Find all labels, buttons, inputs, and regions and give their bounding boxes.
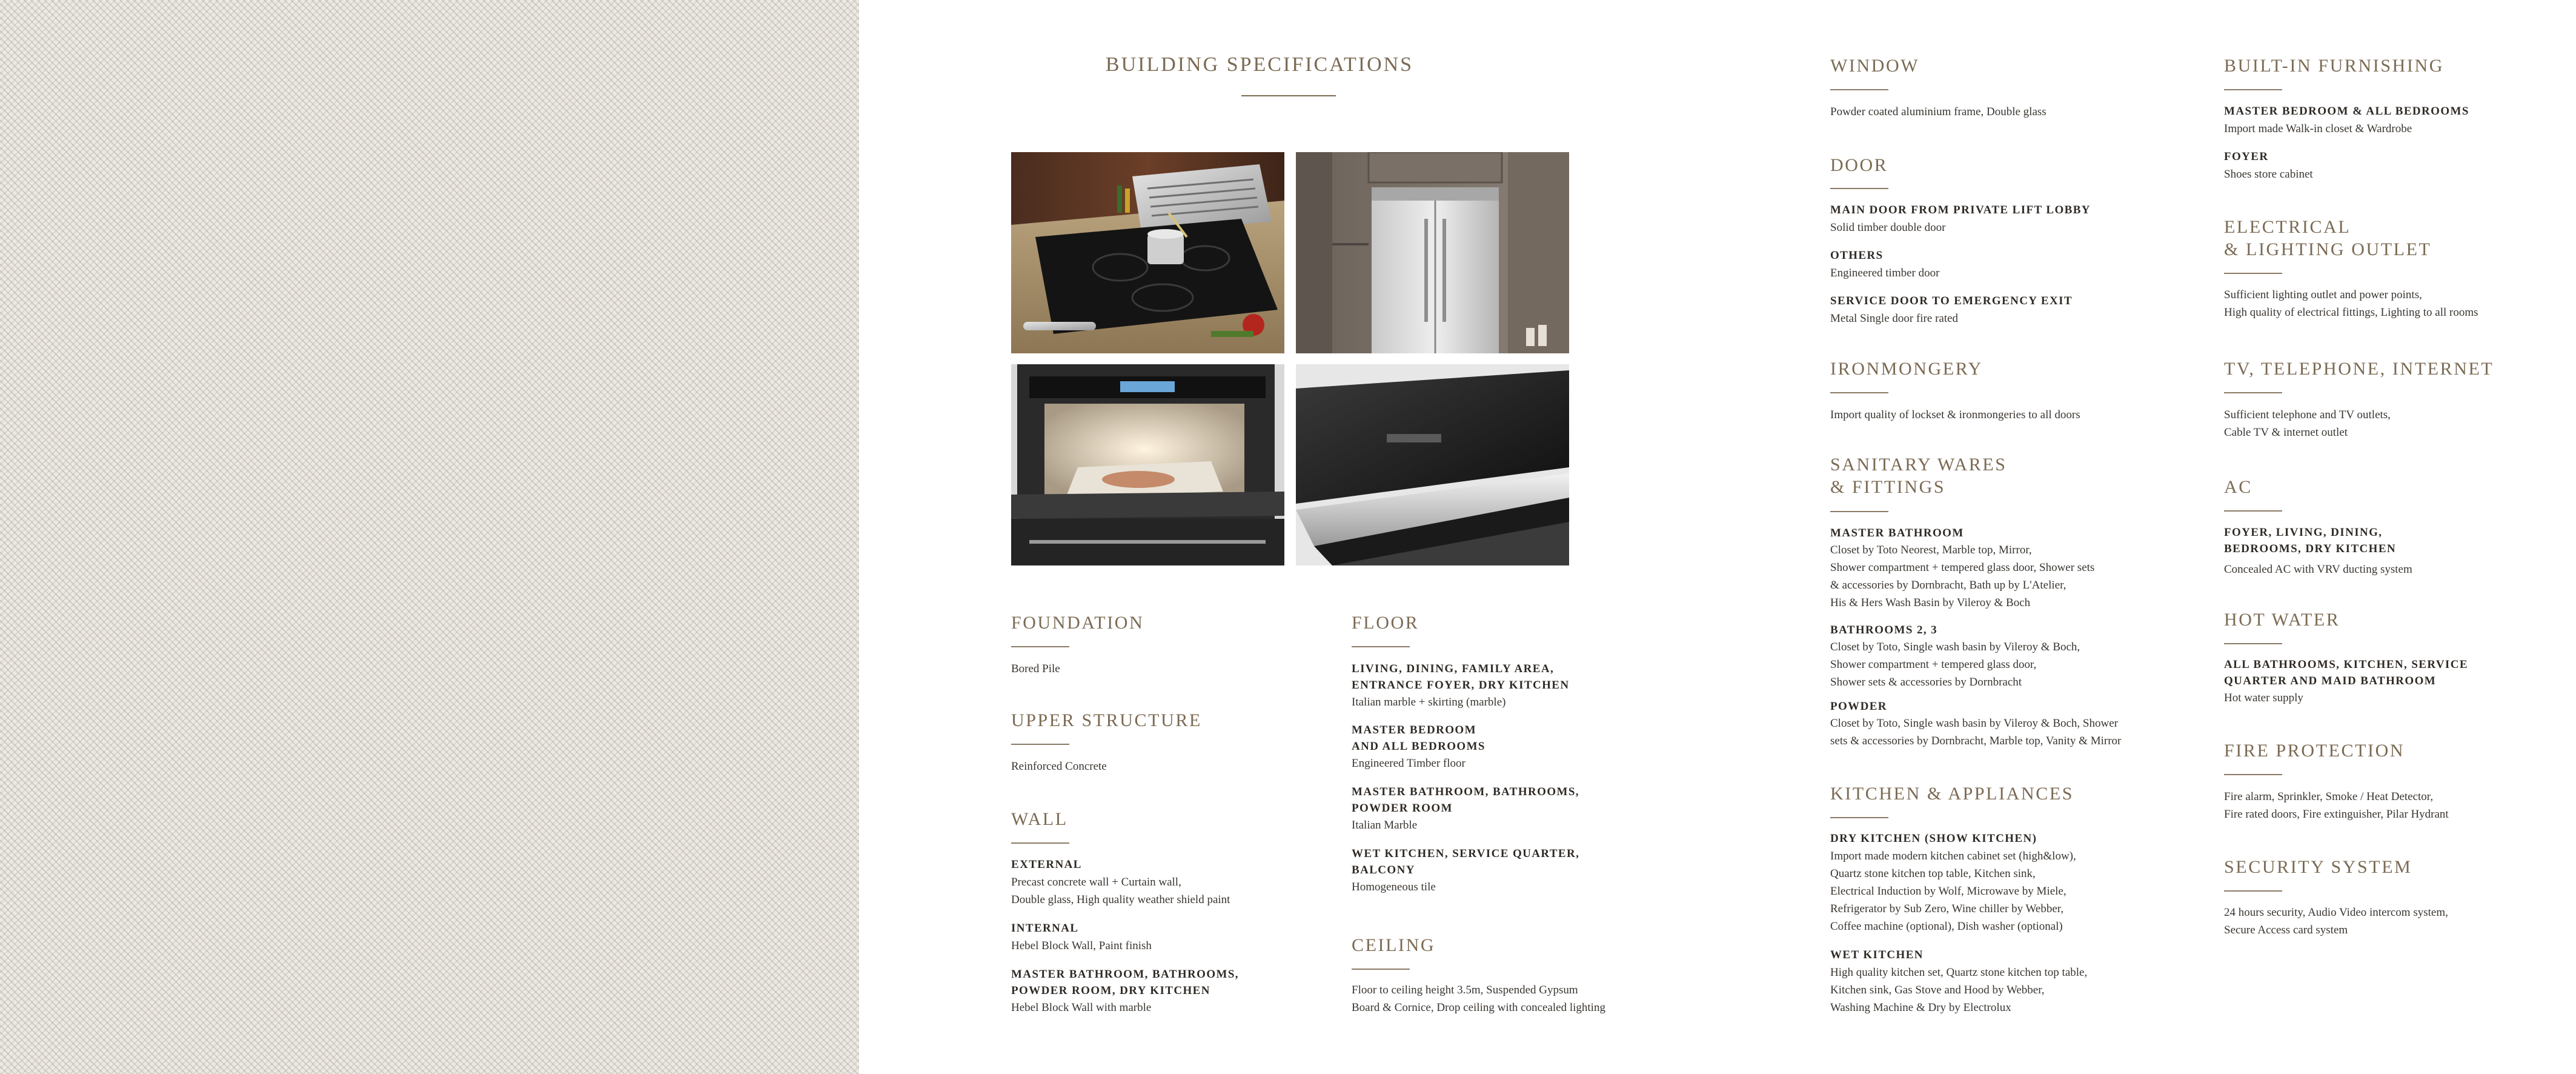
kitchen-wet-label: WET KITCHEN xyxy=(1830,949,1924,961)
foundation-heading: FOUNDATION xyxy=(1011,613,1144,633)
ac-label: BEDROOMS, DRY KITCHEN xyxy=(2224,542,2397,555)
ceiling-text: Board & Cornice, Drop ceiling with concealed lighting xyxy=(1352,1001,1605,1014)
kitchen-wet-text: High quality kitchen set, Quartz stone kitchen top table, xyxy=(1830,966,2088,979)
electrical-text: Sufficient lighting outlet and power points, xyxy=(2224,289,2422,301)
tv-divider xyxy=(2224,392,2282,393)
page-title: BUILDING SPECIFICATIONS xyxy=(1105,53,1414,76)
ac-label: FOYER, LIVING, DINING, xyxy=(2224,526,2383,539)
hot-water-heading: HOT WATER xyxy=(2224,610,2340,630)
door-divider xyxy=(1830,188,1888,189)
door-others-label: OTHERS xyxy=(1830,249,1884,262)
security-text: 24 hours security, Audio Video intercom system, xyxy=(2224,906,2448,919)
electrical-heading: ELECTRICAL xyxy=(2224,217,2351,237)
kitchen-dry-label: DRY KITCHEN (SHOW KITCHEN) xyxy=(1830,832,2037,845)
sanitary-master-text: & accessories by Dornbracht, Bath up by L'Atelier, xyxy=(1830,579,2066,592)
security-divider xyxy=(2224,890,2282,892)
door-service-label: SERVICE DOOR TO EMERGENCY EXIT xyxy=(1830,295,2073,307)
ceiling-divider xyxy=(1352,969,1410,970)
door-service-text: Metal Single door fire rated xyxy=(1830,312,1959,325)
wall-heading: WALL xyxy=(1011,809,1068,829)
kitchen-divider xyxy=(1830,817,1888,818)
kitchen-wet-text: Kitchen sink, Gas Stove and Hood by Webber, xyxy=(1830,984,2045,996)
ceiling-text: Floor to ceiling height 3.5m, Suspended Gypsum xyxy=(1352,984,1578,996)
built-in-foyer-text: Shoes store cabinet xyxy=(2224,168,2313,181)
door-main-text: Solid timber double door xyxy=(1830,221,1946,234)
kitchen-heading: KITCHEN & APPLIANCES xyxy=(1830,784,2074,804)
ironmongery-divider xyxy=(1830,392,1888,393)
sanitary-powder-label: POWDER xyxy=(1830,700,1887,713)
wall-external-label: EXTERNAL xyxy=(1011,858,1082,871)
wall-external-text: Double glass, High quality weather shield paint xyxy=(1011,893,1230,906)
ac-text: Concealed AC with VRV ducting system xyxy=(2224,563,2412,576)
ac-divider xyxy=(2224,510,2282,512)
oven-open-photo xyxy=(1011,364,1284,565)
wall-internal-text: Hebel Block Wall, Paint finish xyxy=(1011,939,1152,952)
sanitary-powder-text: sets & accessories by Dornbracht, Marble top, Vanity & Mirror xyxy=(1830,735,2122,747)
floor-living-label: ENTRANCE FOYER, DRY KITCHEN xyxy=(1352,679,1570,692)
wall-external-text: Precast concrete wall + Curtain wall, xyxy=(1011,876,1181,889)
built-in-bedroom-label: MASTER BEDROOM & ALL BEDROOMS xyxy=(2224,105,2469,118)
cooktop-photo xyxy=(1011,152,1284,353)
window-heading: WINDOW xyxy=(1830,56,1920,76)
upper-structure-heading: UPPER STRUCTURE xyxy=(1011,710,1202,730)
built-in-bedroom-text: Import made Walk-in closet & Wardrobe xyxy=(2224,122,2412,135)
sanitary-master-text: His & Hers Wash Basin by Vileroy & Boch xyxy=(1830,596,2031,609)
sanitary-bathrooms-text: Shower sets & accessories by Dornbracht xyxy=(1830,676,2022,689)
door-others-text: Engineered timber door xyxy=(1830,267,1940,279)
door-heading: DOOR xyxy=(1830,155,1888,175)
foundation-divider xyxy=(1011,646,1069,647)
floor-divider xyxy=(1352,646,1410,647)
tv-text: Cable TV & internet outlet xyxy=(2224,426,2348,439)
sanitary-powder-text: Closet by Toto, Single wash basin by Vileroy & Boch, Shower xyxy=(1830,717,2118,730)
ac-heading: AC xyxy=(2224,477,2252,497)
fire-text: Fire rated doors, Fire extinguisher, Pilar Hydrant xyxy=(2224,808,2449,821)
kitchen-dry-text: Refrigerator by Sub Zero, Wine chiller by Webber, xyxy=(1830,902,2064,915)
foundation-text: Bored Pile xyxy=(1011,662,1060,675)
kitchen-wet-text: Washing Machine & Dry by Electrolux xyxy=(1830,1001,2011,1014)
sanitary-divider xyxy=(1830,511,1888,512)
fire-divider xyxy=(2224,774,2282,775)
floor-living-label: LIVING, DINING, FAMILY AREA, xyxy=(1352,662,1555,675)
ceiling-heading: CEILING xyxy=(1352,935,1436,955)
refrigerator-photo xyxy=(1296,152,1569,353)
fire-text: Fire alarm, Sprinkler, Smoke / Heat Detector, xyxy=(2224,790,2434,803)
electrical-heading: & LIGHTING OUTLET xyxy=(2224,239,2432,259)
floor-living-text: Italian marble + skirting (marble) xyxy=(1352,696,1506,709)
sanitary-master-label: MASTER BATHROOM xyxy=(1830,527,1964,539)
upper-structure-divider xyxy=(1011,744,1069,745)
floor-bathroom-label: POWDER ROOM xyxy=(1352,802,1453,815)
floor-bedroom-label: MASTER BEDROOM xyxy=(1352,724,1476,736)
floor-wet-kitchen-label: WET KITCHEN, SERVICE QUARTER, xyxy=(1352,847,1580,860)
floor-bathroom-text: Italian Marble xyxy=(1352,819,1418,832)
upper-structure-text: Reinforced Concrete xyxy=(1011,760,1107,773)
built-in-divider xyxy=(2224,89,2282,90)
sanitary-bathrooms-label: BATHROOMS 2, 3 xyxy=(1830,624,1938,636)
tv-text: Sufficient telephone and TV outlets, xyxy=(2224,409,2391,421)
floor-heading: FLOOR xyxy=(1352,613,1419,633)
kitchen-dry-text: Electrical Induction by Wolf, Microwave by Miele, xyxy=(1830,885,2066,898)
hot-water-label: ALL BATHROOMS, KITCHEN, SERVICE xyxy=(2224,658,2468,671)
wall-internal-label: INTERNAL xyxy=(1011,922,1079,935)
wall-wet-areas-label: POWDER ROOM, DRY KITCHEN xyxy=(1011,984,1210,997)
kitchen-dry-text: Quartz stone kitchen top table, Kitchen sink, xyxy=(1830,867,2036,880)
sanitary-bathrooms-text: Shower compartment + tempered glass door, xyxy=(1830,658,2037,671)
door-main-label: MAIN DOOR FROM PRIVATE LIFT LOBBY xyxy=(1830,204,2091,216)
floor-wet-kitchen-label: BALCONY xyxy=(1352,864,1415,876)
ironmongery-heading: IRONMONGERY xyxy=(1830,359,1983,379)
built-in-heading: BUILT-IN FURNISHING xyxy=(2224,56,2445,76)
sanitary-master-text: Shower compartment + tempered glass door, Shower sets xyxy=(1830,561,2095,574)
security-heading: SECURITY SYSTEM xyxy=(2224,857,2412,877)
tv-heading: TV, TELEPHONE, INTERNET xyxy=(2224,359,2494,379)
sanitary-heading: & FITTINGS xyxy=(1830,477,1946,497)
ironmongery-text: Import quality of lockset & ironmongeries to all doors xyxy=(1830,409,2080,421)
floor-bedroom-text: Engineered Timber floor xyxy=(1352,757,1466,770)
electrical-divider xyxy=(2224,273,2282,274)
kitchen-dry-text: Coffee machine (optional), Dish washer (optional) xyxy=(1830,920,2063,933)
sanitary-master-text: Closet by Toto Neorest, Marble top, Mirror, xyxy=(1830,544,2032,556)
sanitary-heading: SANITARY WARES xyxy=(1830,455,2007,475)
hot-water-text: Hot water supply xyxy=(2224,692,2303,704)
title-divider xyxy=(1241,95,1336,96)
built-in-foyer-label: FOYER xyxy=(2224,150,2269,163)
hot-water-divider xyxy=(2224,643,2282,644)
sanitary-bathrooms-text: Closet by Toto, Single wash basin by Vileroy & Boch, xyxy=(1830,641,2080,653)
kitchen-dry-text: Import made modern kitchen cabinet set (high&low), xyxy=(1830,850,2076,862)
wall-wet-areas-label: MASTER BATHROOM, BATHROOMS, xyxy=(1011,968,1239,981)
electrical-text: High quality of electrical fittings, Lighting to all rooms xyxy=(2224,306,2478,319)
floor-wet-kitchen-text: Homogeneous tile xyxy=(1352,881,1436,893)
wall-wet-areas-text: Hebel Block Wall with marble xyxy=(1011,1001,1152,1014)
decorative-pattern-panel xyxy=(0,0,859,1074)
hot-water-label: QUARTER AND MAID BATHROOM xyxy=(2224,675,2437,687)
floor-bedroom-label: AND ALL BEDROOMS xyxy=(1352,740,1486,753)
warming-drawer-photo xyxy=(1296,364,1569,565)
window-text: Powder coated aluminium frame, Double glass xyxy=(1830,105,2047,118)
fire-heading: FIRE PROTECTION xyxy=(2224,741,2405,761)
security-text: Secure Access card system xyxy=(2224,924,2348,936)
wall-divider xyxy=(1011,842,1069,844)
window-divider xyxy=(1830,89,1888,90)
floor-bathroom-label: MASTER BATHROOM, BATHROOMS, xyxy=(1352,785,1579,798)
